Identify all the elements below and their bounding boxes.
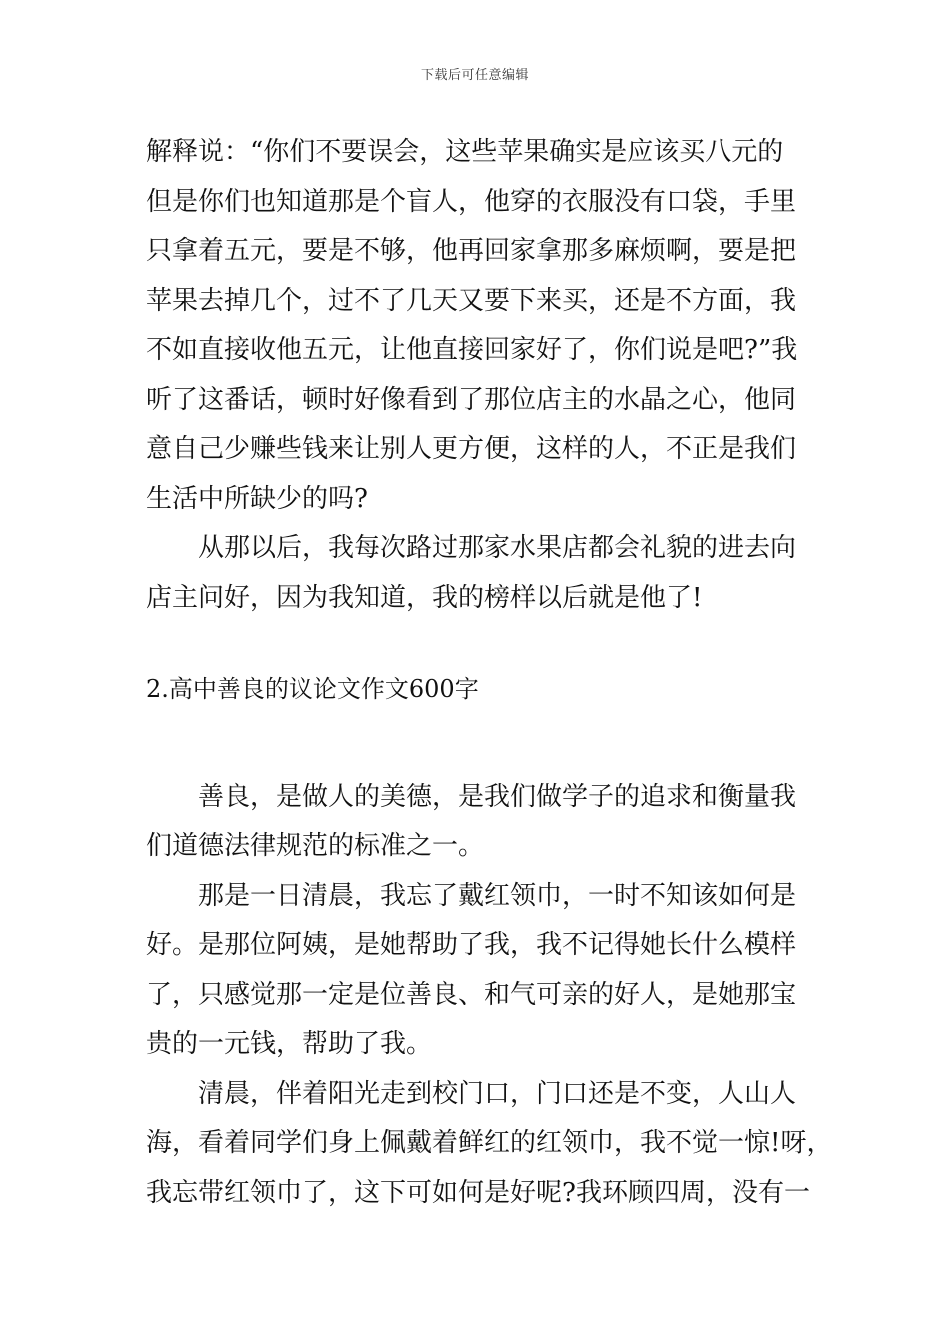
text-line: 苹果去掉几个，过不了几天又要下来买，还是不方面，我 <box>146 285 797 316</box>
text-line: 海，看着同学们身上佩戴着鲜红的红领巾，我不觉一惊!呀， <box>146 1128 833 1158</box>
text-line: 清晨，伴着阳光走到校门口，门口还是不变，人山人 <box>146 1078 797 1109</box>
text-line: 了，只感觉那一定是位善良、和气可亲的好人，是她那宝 <box>146 979 797 1010</box>
section-heading: 2.高中善良的议论文作文600字 <box>146 675 479 703</box>
text-line: 那是一日清晨，我忘了戴红领巾，一时不知该如何是 <box>146 880 797 911</box>
spacer <box>146 623 826 665</box>
spacer <box>146 715 826 773</box>
text-line: 我忘带红领巾了，这下可如何是好呢?我环顾四周，没有一 <box>146 1177 810 1208</box>
text-line: 好。是那位阿姨，是她帮助了我，我不记得她长什么模样 <box>146 930 797 960</box>
text-line: 善良，是做人的美德，是我们做学子的追求和衡量我 <box>146 781 797 812</box>
text-line: 们道德法律规范的标准之一。 <box>146 831 485 861</box>
text-line: 意自己少赚些钱来让别人更方便，这样的人，不正是我们 <box>146 434 797 464</box>
text-line: 解释说：“你们不要误会，这些苹果确实是应该买八元的 <box>146 137 784 167</box>
document-body <box>146 128 833 1218</box>
text-line: 不如直接收他五元，让他直接回家好了，你们说是吧?”我 <box>146 335 798 365</box>
text-line: 听了这番话，顿时好像看到了那位店主的水晶之心，他同 <box>146 384 797 415</box>
text-line: 店主问好，因为我知道，我的榜样以后就是他了! <box>146 582 703 613</box>
text-line: 从那以后，我每次路过那家水果店都会礼貌的进去向 <box>146 533 797 563</box>
text-line: 只拿着五元，要是不够，他再回家拿那多麻烦啊，要是把 <box>146 236 797 266</box>
text-line: 但是你们也知道那是个盲人，他穿的衣服没有口袋，手里 <box>146 186 797 217</box>
text-line: 生活中所缺少的吗? <box>146 483 368 514</box>
paragraph-block-2 <box>146 773 833 1219</box>
text-line: 贵的一元钱，帮助了我。 <box>146 1029 433 1059</box>
page-header: 下载后可任意编辑 <box>420 68 529 83</box>
paragraph-block-1 <box>146 128 826 623</box>
